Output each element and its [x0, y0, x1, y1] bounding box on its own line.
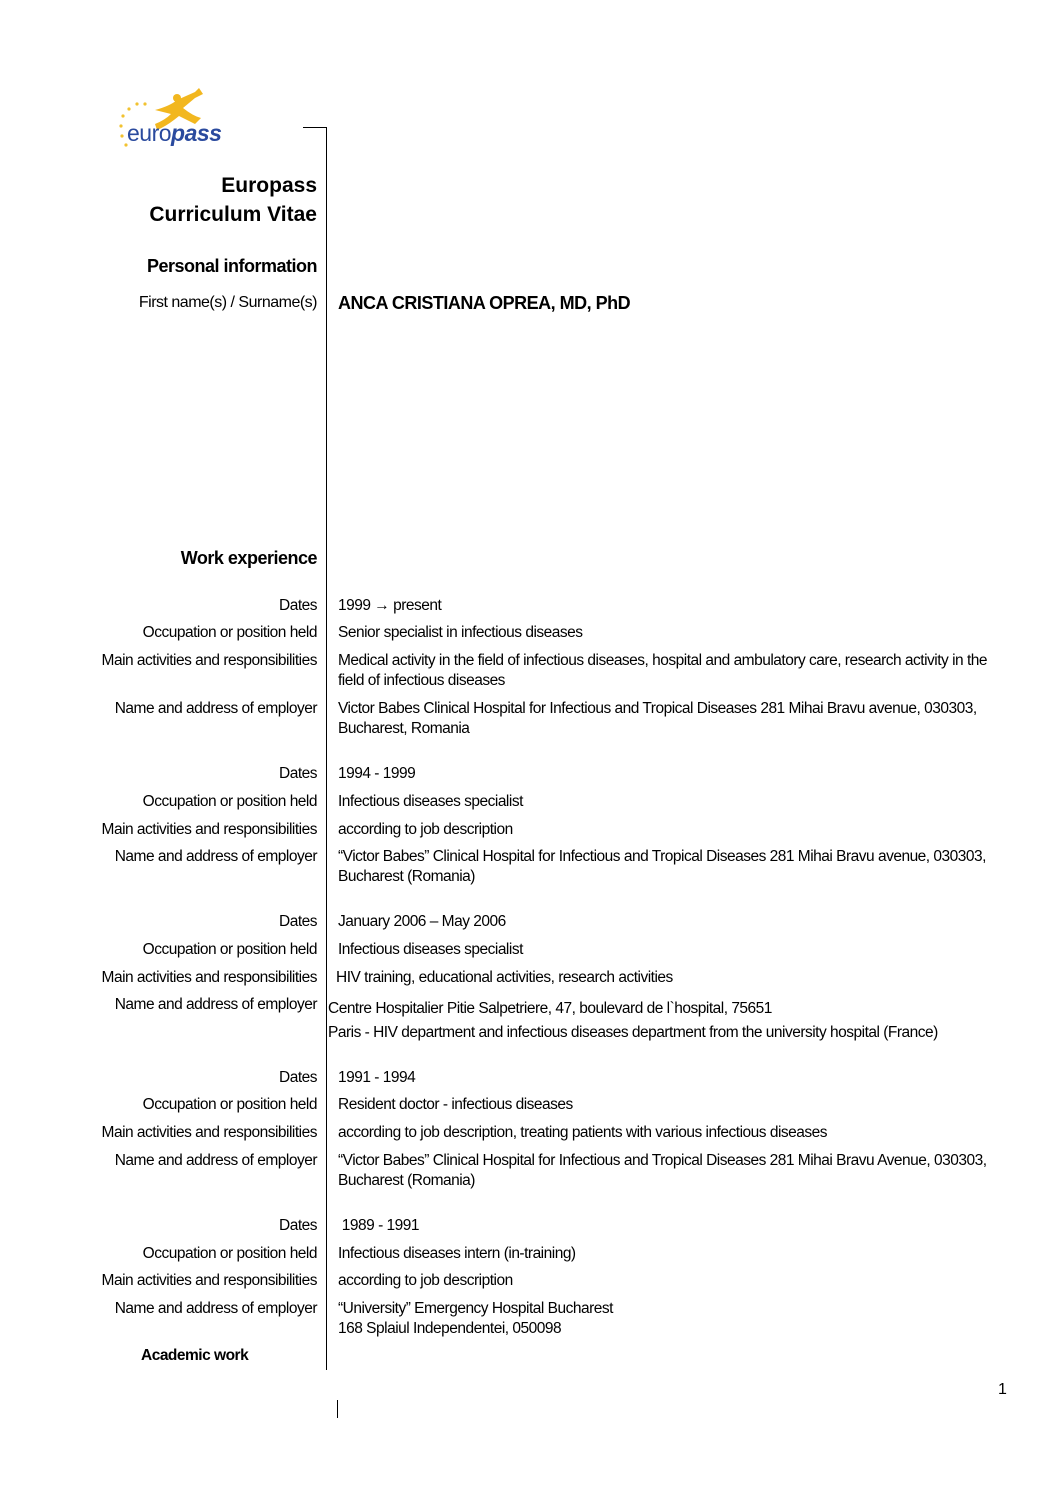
activities-label: Main activities and responsibilities: [101, 652, 317, 669]
dates-label: Dates: [279, 1217, 317, 1234]
column-divider: [326, 127, 327, 1370]
logo-text-euro: euro: [127, 120, 172, 146]
activities-value: Medical activity in the field of infectious diseases, hospital and ambulatory care, research activity in the field of infectious diseases: [338, 652, 988, 689]
occupation-label: Occupation or position held: [142, 793, 317, 810]
occupation-label: Occupation or position held: [142, 624, 317, 641]
employer-value-line1: Centre Hospitalier Pitie Salpetriere, 47, boulevard de l`hospital, 75651: [328, 1000, 772, 1017]
employer-value-line1: “University” Emergency Hospital Bucharest: [338, 1300, 613, 1317]
occupation-label: Occupation or position held: [142, 941, 317, 958]
dates-value: 1994 - 1999: [338, 765, 416, 782]
name-label: First name(s) / Surname(s): [138, 294, 317, 311]
dates-value: 1999 → present: [338, 597, 442, 614]
personal-info-heading: Personal information: [146, 256, 317, 276]
occupation-value: Infectious diseases specialist: [338, 793, 523, 810]
dates-label: Dates: [279, 1069, 317, 1086]
title-line1: Europass: [221, 174, 317, 197]
dates-value: January 2006 – May 2006: [338, 913, 506, 930]
work-experience-heading: Work experience: [180, 548, 317, 568]
dates-label: Dates: [279, 913, 317, 930]
dates-label: Dates: [279, 765, 317, 782]
occupation-value: Senior specialist in infectious diseases: [338, 624, 583, 641]
page-number: 1: [998, 1381, 1007, 1398]
occupation-value: Resident doctor - infectious diseases: [338, 1096, 573, 1113]
title-line2: Curriculum Vitae: [149, 203, 317, 226]
dates-value: 1989 - 1991: [338, 1217, 420, 1234]
name-value: ANCA CRISTIANA OPREA, MD, PhD: [338, 293, 631, 313]
activities-label: Main activities and responsibilities: [101, 1124, 317, 1141]
europass-logo: [115, 86, 240, 152]
occupation-label: Occupation or position held: [142, 1245, 317, 1262]
occupation-value: Infectious diseases intern (in-training): [338, 1245, 576, 1262]
logo-text-pass: pass: [171, 120, 222, 146]
activities-value: according to job description, treating patients with various infectious diseases: [338, 1124, 828, 1141]
dates-label: Dates: [279, 597, 317, 614]
activities-value: according to job description: [338, 1272, 513, 1289]
dates-value: 1991 - 1994: [338, 1069, 416, 1086]
activities-value: HIV training, educational activities, research activities: [336, 969, 673, 986]
occupation-value: Infectious diseases specialist: [338, 941, 523, 958]
employer-value: “Victor Babes” Clinical Hospital for Infectious and Tropical Diseases 281 Mihai Bravu avenue, 030303, Bucharest (Romania): [338, 848, 986, 885]
employer-value: Victor Babes Clinical Hospital for Infectious and Tropical Diseases 281 Mihai Bravu avenue, 030303, Bucharest, Romania: [338, 700, 977, 737]
occupation-label: Occupation or position held: [142, 1096, 317, 1113]
employer-value-line2: Paris - HIV department and infectious diseases department from the university hospital (France): [328, 1024, 938, 1041]
header-rule: [303, 127, 327, 128]
employer-label: Name and address of employer: [114, 996, 317, 1013]
activities-value: according to job description: [338, 821, 513, 838]
activities-label: Main activities and responsibilities: [101, 1272, 317, 1289]
academic-work-heading: Academic work: [141, 1347, 249, 1364]
employer-label: Name and address of employer: [114, 1152, 317, 1169]
employer-label: Name and address of employer: [114, 848, 317, 865]
footer-tick: [337, 1400, 338, 1418]
employer-label: Name and address of employer: [114, 700, 317, 717]
employer-value: “Victor Babes” Clinical Hospital for Infectious and Tropical Diseases 281 Mihai Bravu Avenue, 030303, Bucharest (Romania): [338, 1152, 987, 1189]
employer-value-line2: 168 Splaiul Independentei, 050098: [338, 1320, 562, 1337]
activities-label: Main activities and responsibilities: [101, 821, 317, 838]
activities-label: Main activities and responsibilities: [101, 969, 317, 986]
employer-label: Name and address of employer: [114, 1300, 317, 1317]
